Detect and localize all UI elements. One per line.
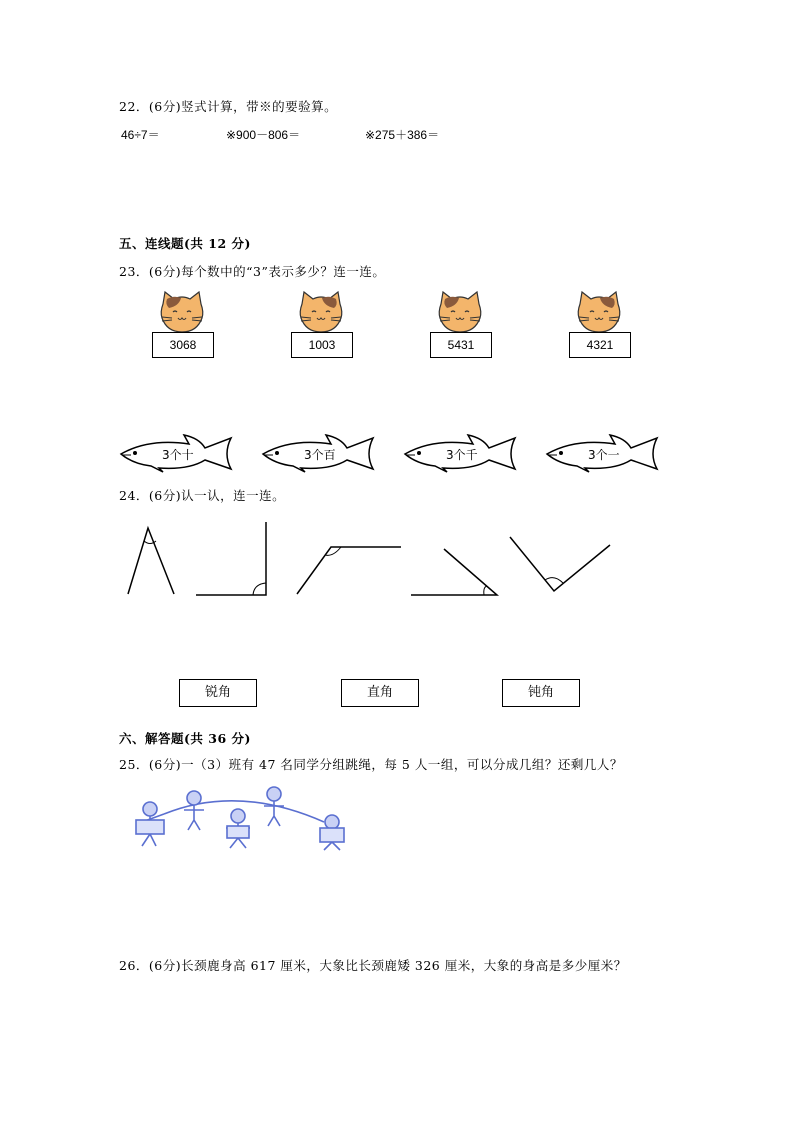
q22-expr-3: ※275＋386＝ xyxy=(365,128,440,142)
section6-title: 六、解答题(共 36 分) xyxy=(119,731,251,746)
q24-title: 24．(6分)认一认，连一连。 xyxy=(119,488,286,503)
cat-icon xyxy=(159,290,205,334)
jump-rope-illustration xyxy=(128,784,360,852)
number-box-4321[interactable]: 4321 xyxy=(569,332,631,358)
q22-expr-1: 46÷7＝ xyxy=(121,128,160,142)
angle-figure-obtuse-1[interactable] xyxy=(297,547,401,594)
fish-label-tens[interactable]: 3个十 xyxy=(162,448,194,462)
fish-label-thousands[interactable]: 3个千 xyxy=(446,448,478,462)
angle-figure-acute-1[interactable] xyxy=(128,528,174,594)
q23-title: 23．(6分)每个数中的“3”表示多少？连一连。 xyxy=(119,264,386,279)
angle-figure-right[interactable] xyxy=(196,522,266,595)
q22-expr-2: ※900－806＝ xyxy=(226,128,301,142)
angle-figure-acute-2[interactable] xyxy=(411,549,497,595)
fish-label-hundreds[interactable]: 3个百 xyxy=(304,448,336,462)
angle-figure-obtuse-2[interactable] xyxy=(510,537,610,591)
number-box-3068[interactable]: 3068 xyxy=(152,332,214,358)
q25-title: 25．(6分)一（3）班有 47 名同学分组跳绳，每 5 人一组，可以分成几组？还剩几人？ xyxy=(119,757,623,772)
section5-title: 五、连线题(共 12 分) xyxy=(119,236,251,251)
cat-icon xyxy=(298,290,344,334)
q22-title: 22．(6分)竖式计算，带※的要验算。 xyxy=(119,99,338,114)
angle-label-right[interactable]: 直角 xyxy=(341,679,419,707)
angle-label-obtuse[interactable]: 钝角 xyxy=(502,679,580,707)
angle-label-acute[interactable]: 锐角 xyxy=(179,679,257,707)
fish-label-ones[interactable]: 3个一 xyxy=(588,448,620,462)
number-box-1003[interactable]: 1003 xyxy=(291,332,353,358)
number-box-5431[interactable]: 5431 xyxy=(430,332,492,358)
q26-title: 26．(6分)长颈鹿身高 617 厘米，大象比长颈鹿矮 326 厘米，大象的身高是多少厘米？ xyxy=(119,958,627,973)
cat-icon xyxy=(437,290,483,334)
cat-icon xyxy=(576,290,622,334)
